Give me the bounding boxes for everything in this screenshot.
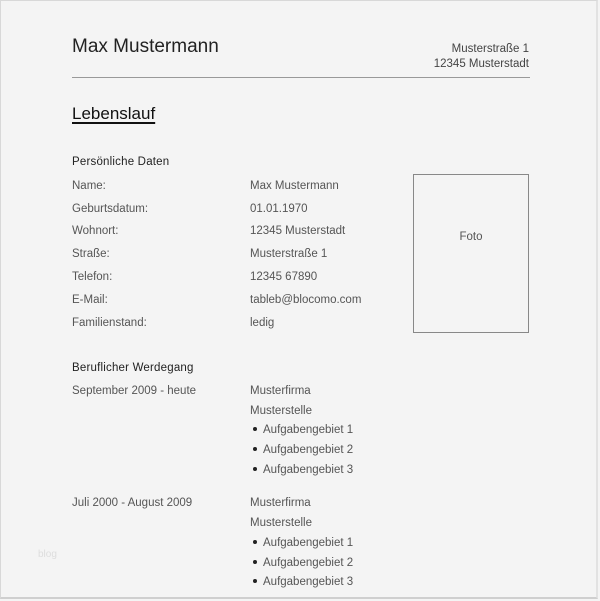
value-birthdate: 01.01.1970 [250, 203, 308, 215]
job-task: Aufgabengebiet 1 [253, 537, 353, 549]
job-period: Juli 2000 - August 2009 [72, 497, 193, 509]
label-marital-status: Familienstand: [72, 317, 147, 329]
job-position: Musterstelle [250, 405, 312, 417]
label-email: E-Mail: [72, 294, 108, 306]
section-heading-personal: Persönliche Daten [72, 156, 170, 168]
job-period: September 2009 - heute [72, 385, 197, 397]
photo-placeholder [413, 174, 529, 333]
job-task: Aufgabengebiet 2 [253, 557, 353, 569]
label-street: Straße: [72, 248, 110, 260]
section-heading-career: Beruflicher Werdegang [72, 362, 194, 374]
value-street: Musterstraße 1 [250, 248, 328, 260]
job-task: Aufgabengebiet 2 [253, 444, 353, 456]
value-marital-status: ledig [250, 317, 275, 329]
header-divider [72, 77, 530, 78]
job-company: Musterfirma [250, 385, 311, 397]
photo-label: Foto [459, 231, 483, 243]
job-company: Musterfirma [250, 497, 311, 509]
job-task: Aufgabengebiet 3 [253, 576, 353, 588]
header-address [434, 42, 529, 72]
label-residence: Wohnort: [72, 225, 119, 237]
job-task: Aufgabengebiet 3 [253, 464, 353, 476]
header-name: Max Mustermann [72, 36, 219, 57]
value-residence: 12345 Musterstadt [250, 225, 346, 237]
value-phone: 12345 67890 [250, 271, 318, 283]
label-birthdate: Geburtsdatum: [72, 203, 149, 215]
value-name: Max Mustermann [250, 180, 339, 192]
page-title: Lebenslauf [72, 104, 156, 123]
address-street: Musterstraße 1 [451, 43, 529, 55]
value-email: tableb@blocomo.com [250, 294, 362, 306]
label-name: Name: [72, 180, 106, 192]
address-city: 12345 Musterstadt [433, 58, 529, 70]
job-position: Musterstelle [250, 517, 312, 529]
watermark: blog [38, 549, 57, 560]
job-task: Aufgabengebiet 1 [253, 424, 353, 436]
label-phone: Telefon: [72, 271, 113, 283]
